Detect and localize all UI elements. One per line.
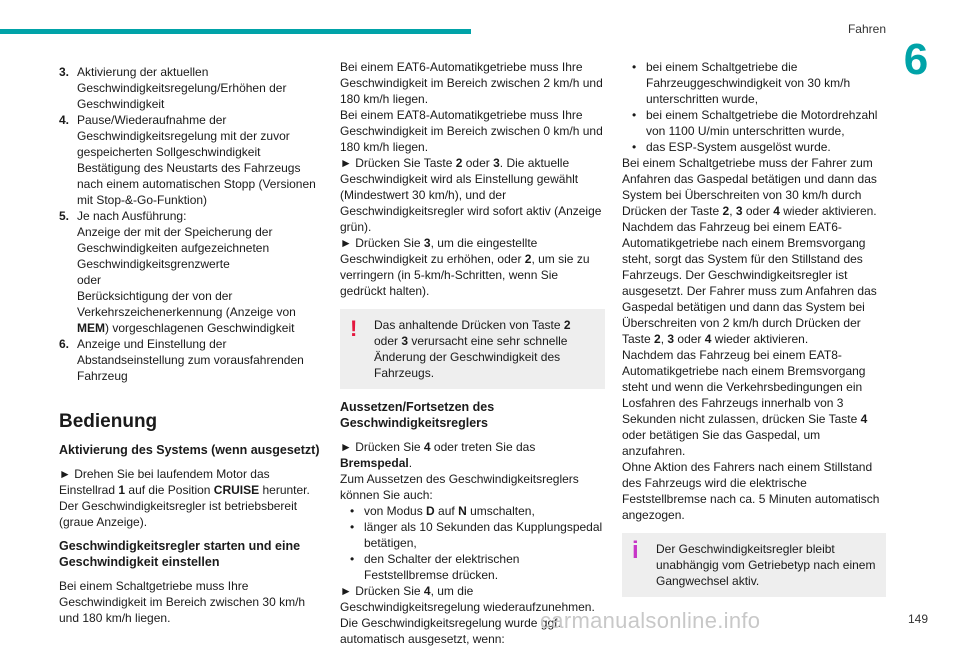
list-item bbox=[59, 336, 324, 384]
subheading: Aussetzen/Fortsetzen des Geschwindigkeitsreglers bbox=[340, 400, 495, 430]
watermark: carmanualsonline.info bbox=[540, 608, 761, 633]
column-1 bbox=[59, 64, 324, 626]
item-number: 6. bbox=[59, 337, 70, 351]
list-item bbox=[59, 64, 324, 112]
item-text: Aktivierung der aktuellen Geschwindigkeitsregelung/Erhöhen der Geschwindigkeit bbox=[77, 65, 287, 111]
info-icon: i bbox=[632, 537, 639, 564]
bullet-item: • bei einem Schaltgetriebe die Motordrehzahl von 1100 U/min unterschritten wurde, bbox=[632, 108, 878, 138]
subheading: Aktivierung des Systems (wenn ausgesetzt) bbox=[59, 443, 320, 457]
item-text: oder bbox=[77, 273, 102, 287]
item-text: Je nach Ausführung: bbox=[77, 209, 187, 223]
section-heading: Bedienung bbox=[59, 411, 158, 432]
item-text: Anzeige und Einstellung der Abstandseinstellung zum vorausfahrenden Fahrzeug bbox=[77, 337, 304, 383]
chapter-number: 6 bbox=[903, 35, 929, 84]
paragraph: Bei einem Schaltgetriebe muss der Fahrer zum Anfahren das Gaspedal betätigen und dann das System bei Überschreiten von 30 km/h durch Drücken der Taste 2, 3 oder 4 wieder aktivieren. bbox=[622, 156, 877, 218]
paragraph: ► Drücken Sie 4 oder treten Sie das Bremspedal. bbox=[340, 440, 536, 470]
warning-note: ! Das anhaltende Drücken von Taste 2 oder 3 verursacht eine sehr schnelle Änderung der Geschwindigkeit des Fahrzeugs. bbox=[340, 309, 605, 389]
bullet-item: • bei einem Schaltgetriebe die Fahrzeuggeschwindigkeit von 30 km/h unterschritten wurde, bbox=[632, 60, 851, 106]
paragraph: ► Drehen Sie bei laufendem Motor das Einstellrad 1 auf die Position CRUISE herunter. Der Geschwindigkeitsregler ist betriebsbereit (graue Anzeige). bbox=[59, 467, 310, 529]
bullet-item: • länger als 10 Sekunden das Kupplungspedal betätigen, bbox=[350, 520, 603, 550]
subheading: Geschwindigkeitsregler starten und eine Geschwindigkeit einstellen bbox=[59, 539, 301, 569]
bullet-item: • das ESP-System ausgelöst wurde. bbox=[632, 140, 831, 154]
header-accent-bar bbox=[0, 29, 471, 34]
paragraph: Bei einem EAT6-Automatikgetriebe muss Ihre Geschwindigkeit im Bereich zwischen 2 km/h und 180 km/h liegen. bbox=[340, 60, 603, 106]
item-number: 4. bbox=[59, 113, 70, 127]
paragraph: Ohne Aktion des Fahrers nach einem Stillstand des Fahrzeugs wird die elektrische Feststellbremse nach ca. 5 Minuten automatisch angezogen. bbox=[622, 460, 880, 522]
item-text: Pause/Wiederaufnahme der Geschwindigkeitsregelung mit der zuvor gespeicherten Sollgeschwindigkeit bbox=[77, 113, 290, 159]
paragraph: Zum Aussetzen des Geschwindigkeitsreglers können Sie auch: bbox=[340, 472, 579, 502]
item-text: Anzeige der mit der Speicherung der Geschwindigkeiten aufgezeichneten Geschwindigkeitsgrenzwerte bbox=[77, 225, 273, 271]
paragraph: Bei einem Schaltgetriebe muss Ihre Geschwindigkeit im Bereich zwischen 30 km/h und 180 km/h liegen. bbox=[59, 579, 306, 625]
list-item bbox=[59, 208, 324, 336]
paragraph: Nachdem das Fahrzeug bei einem EAT8-Automatikgetriebe nach einem Bremsvorgang steht und wenn die Verkehrsbedingungen ein Losfahren des Fahrzeugs innerhalb von 3 Sekunden nicht zulassen, drücken Sie Taste 4 oder betätigen Sie das Gaspedal, um anzufahren. bbox=[622, 348, 868, 458]
paragraph: Bei einem EAT8-Automatikgetriebe muss Ihre Geschwindigkeit im Bereich zwischen 0 km/h und 180 km/h liegen. bbox=[340, 108, 603, 154]
warning-icon: ! bbox=[350, 316, 358, 341]
bullet-item: • den Schalter der elektrischen Feststellbremse drücken. bbox=[350, 552, 520, 582]
item-text: Berücksichtigung der von der Verkehrszeichenerkennung (Anzeige von MEM) vorgeschlagenen Geschwindigkeit bbox=[77, 289, 296, 335]
info-note: i Der Geschwindigkeitsregler bleibt unabhängig vom Getriebetyp nach einem Gangwechsel aktiv. bbox=[622, 533, 886, 597]
paragraph: ► Drücken Sie 3, um die eingestellte Geschwindigkeit zu erhöhen, oder 2, um sie zu verringern (in 5-km/h-Schritten, wenn Sie gedrückt halten). bbox=[340, 236, 590, 298]
bullet-item: • von Modus D auf N umschalten, bbox=[350, 504, 535, 518]
paragraph: ► Drücken Sie Taste 2 oder 3. Die aktuelle Geschwindigkeit wird als Einstellung gewählt (Mindestwert 30 km/h), und der Geschwindigkeitsregler wird sofort aktiv (Anzeige grün). bbox=[340, 156, 602, 234]
list-item bbox=[59, 112, 324, 208]
section-title: Fahren bbox=[847, 22, 886, 36]
column-2 bbox=[340, 59, 605, 647]
item-text: Bestätigung des Neustarts des Fahrzeugs nach einem automatischen Stopp (Versionen mit Stop-&-Go-Funktion) bbox=[77, 161, 316, 207]
column-3 bbox=[622, 59, 886, 607]
paragraph: ► Drücken Sie 4, um die Geschwindigkeitsregelung wiederaufzunehmen. Die Geschwindigkeitsregelung wurde ggf. automatisch ausgesetzt, wenn: bbox=[340, 584, 595, 646]
item-number: 3. bbox=[59, 65, 70, 79]
page-number: 149 bbox=[907, 612, 928, 626]
item-number: 5. bbox=[59, 209, 70, 223]
paragraph: Nachdem das Fahrzeug bei einem EAT6-Automatikgetriebe nach einem Bremsvorgang steht, sorgt das System für den Stillstand des Fahrzeugs. Der Geschwindigkeitsregler ist ausgesetzt. Der Fahrer muss zum Anfahren das Gaspedal betätigen und dann das System bei Überschreiten von 2 km/h durch Drücken der Taste 2, 3 oder 4 wieder aktivieren. bbox=[622, 220, 877, 346]
